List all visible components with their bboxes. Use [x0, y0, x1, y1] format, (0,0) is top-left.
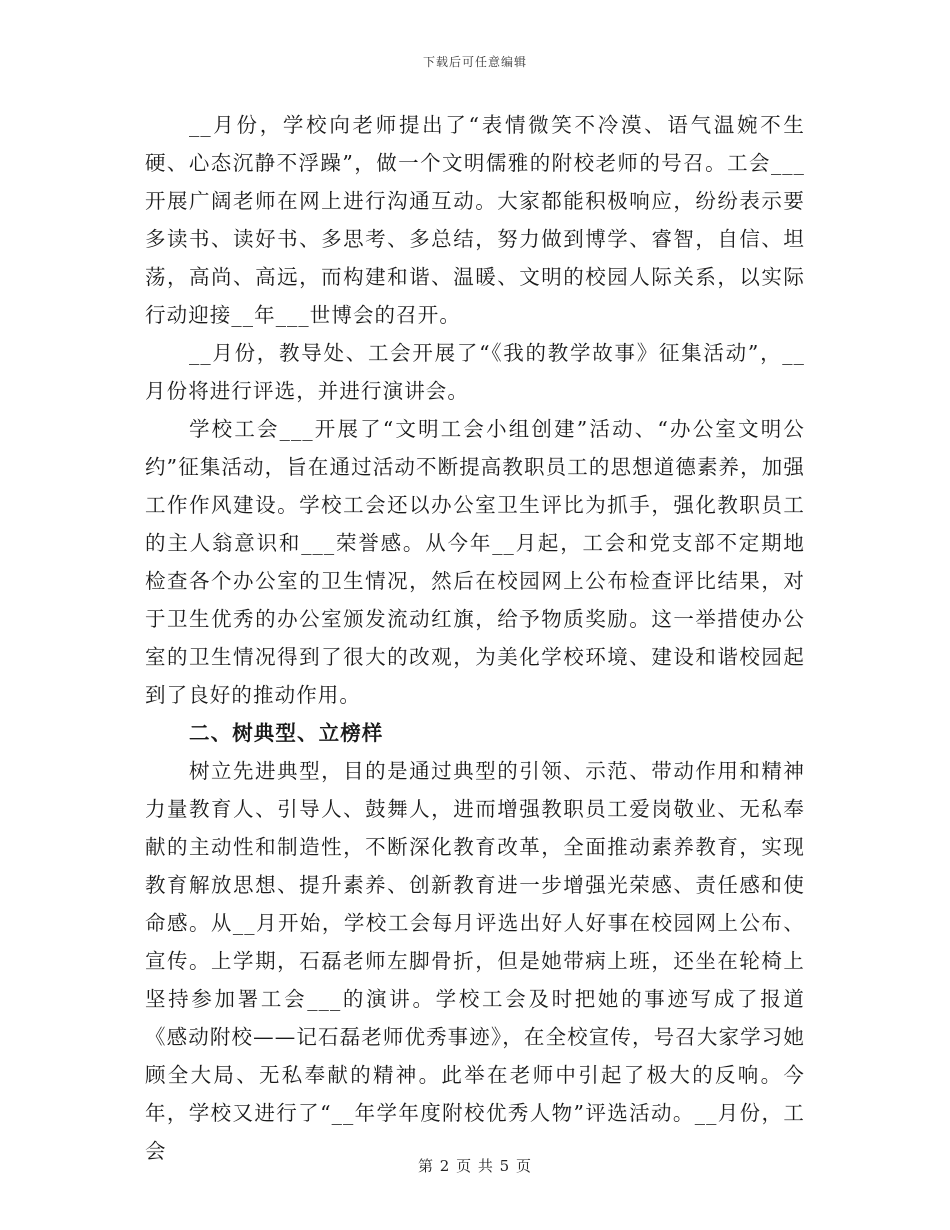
- paragraph: 学校工会___开展了“文明工会小组创建”活动、“办公室文明公约”征集活动，旨在通过活动不断提高教职员工的思想道德素养，加强工作作风建设。学校工会还以办公室卫生评比为抓手，强化教职员工的主人翁意识和___荣誉感。从今年__月起，工会和党支部不定期地检查各个办公室的卫生情况，然后在校园网上公布检查评比结果，对于卫生优秀的办公室颁发流动红旗，给予物质奖励。这一举措使办公室的卫生情况得到了很大的改观，为美化学校环境、建设和谐校园起到了良好的推动作用。: [145, 417, 805, 707]
- paragraph: __月份，学校向老师提出了“表情微笑不冷漠、语气温婉不生硬、心态沉静不浮躁”，做一个文明儒雅的附校老师的号召。工会___开展广阔老师在网上进行沟通互动。大家都能积极响应，纷纷表示要多读书、读好书、多思考、多总结，努力做到博学、睿智，自信、坦荡，高尚、高远，而构建和谐、温暖、文明的校园人际关系，以实际行动迎接__年___世博会的召开。: [145, 113, 805, 327]
- section-heading: 二、树典型、立榜样: [189, 721, 384, 745]
- page-header: 下载后可任意编辑: [422, 55, 527, 69]
- paragraph: __月份，教导处、工会开展了“《我的教学故事》征集活动”，__月份将进行评选，并进行演讲会。: [145, 341, 805, 403]
- page-footer: 第 2 页 共 5 页: [418, 1157, 532, 1175]
- document-body: [145, 106, 805, 1170]
- paragraph: 树立先进典型，目的是通过典型的引领、示范、带动作用和精神力量教育人、引导人、鼓舞人，进而增强教职员工爱岗敬业、无私奉献的主动性和制造性，不断深化教育改革，全面推动素养教育，实现教育解放思想、提升素养、创新教育进一步增强光荣感、责任感和使命感。从__月开始，学校工会每月评选出好人好事在校园网上公布、宣传。上学期，石磊老师左脚骨折，但是她带病上班，还坐在轮椅上坚持参加署工会___的演讲。学校工会及时把她的事迹写成了报道《感动附校——记石磊老师优秀事迹》，在全校宣传，号召大家学习她顾全大局、无私奉献的精神。此举在老师中引起了极大的反响。今年，学校又进行了“__年学年度附校优秀人物”评选活动。__月份，工会: [145, 759, 805, 1163]
